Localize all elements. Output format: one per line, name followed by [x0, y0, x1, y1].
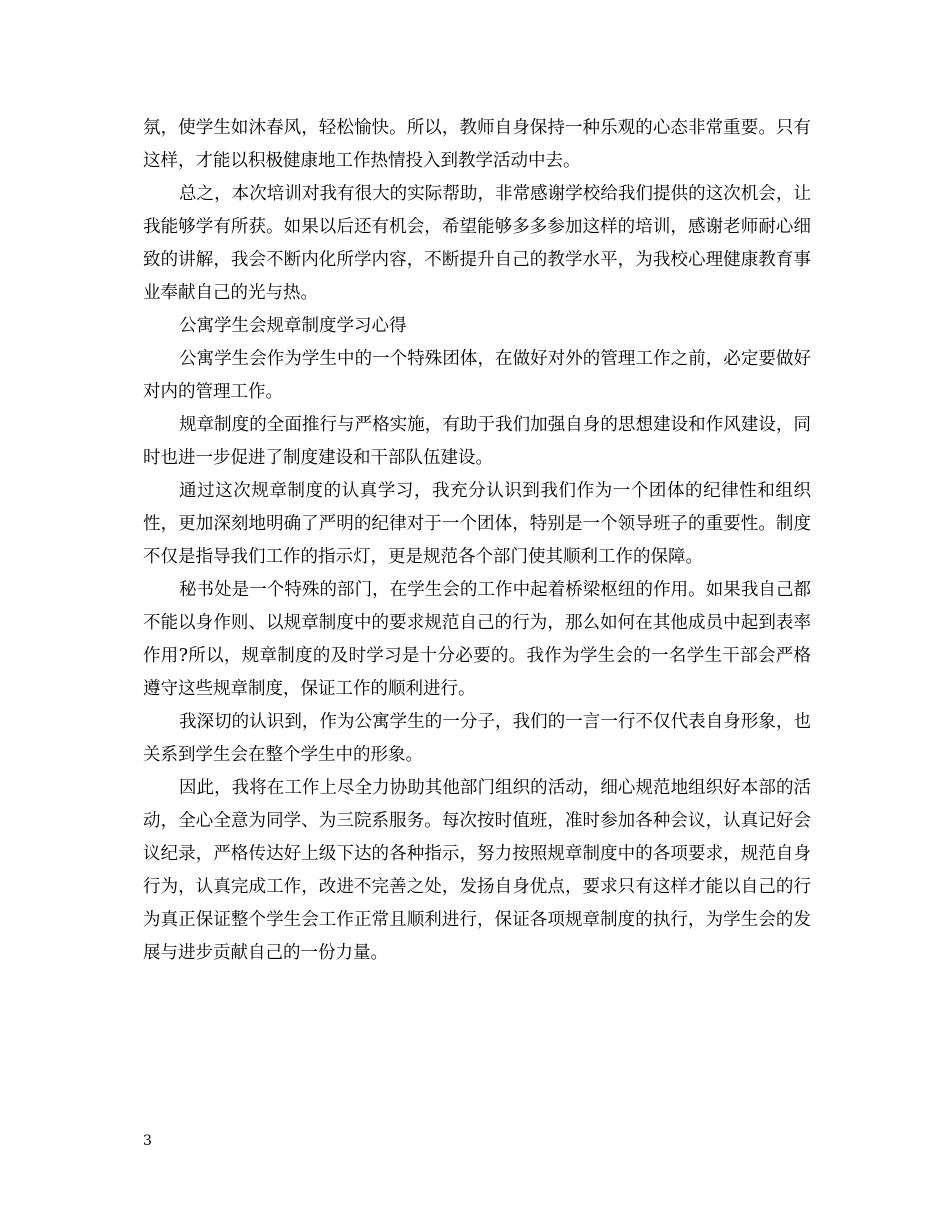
paragraph-7: 我深切的认识到，作为公寓学生的一分子，我们的一言一行不仅代表自身形象，也关系到学生会在整个学生中的形象。 [143, 712, 811, 765]
paragraph-6: 秘书处是一个特殊的部门，在学生会的工作中起着桥梁枢纽的作用。如果我自己都不能以身作则、以规章制度中的要求规范自己的行为，那么如何在其他成员中起到表率作用?所以，规章制度的及时学习是十分必要的。我作为学生会的一名学生干部会严格遵守这些规章制度，保证工作的顺利进行。 [143, 580, 811, 699]
document-body [143, 112, 811, 970]
paragraph-2: 总之，本次培训对我有很大的实际帮助，非常感谢学校给我们提供的这次机会，让我能够学有所获。如果以后还有机会，希望能够多多参加这样的培训，感谢老师耐心细致的讲解，我会不断内化所学内容，不断提升自己的教学水平，为我校心理健康教育事业奉献自己的光与热。 [143, 184, 811, 303]
paragraph-4: 规章制度的全面推行与严格实施，有助于我们加强自身的思想建设和作风建设，同时也进一步促进了制度建设和干部队伍建设。 [143, 415, 811, 468]
paragraph-1: 氛，使学生如沐春风，轻松愉快。所以，教师自身保持一种乐观的心态非常重要。只有这样，才能以积极健康地工作热情投入到教学活动中去。 [143, 118, 811, 171]
section-heading: 公寓学生会规章制度学习心得 [179, 316, 407, 336]
page-number: 3 [143, 1133, 152, 1149]
paragraph-3: 公寓学生会作为学生中的一个特殊团体，在做好对外的管理工作之前，必定要做好对内的管理工作。 [143, 349, 811, 402]
paragraph-8: 因此，我将在工作上尽全力协助其他部门组织的活动，细心规范地组织好本部的活动，全心全意为同学、为三院系服务。每次按时值班，准时参加各种会议，认真记好会议纪录，严格传达好上级下达的各种指示，努力按照规章制度中的各项要求，规范自身行为，认真完成工作，改进不完善之处，发扬自身优点，要求只有这样才能以自己的行为真正保证整个学生会工作正常且顺利进行，保证各项规章制度的执行，为学生会的发展与进步贡献自己的一份力量。 [143, 778, 811, 963]
paragraph-5: 通过这次规章制度的认真学习，我充分认识到我们作为一个团体的纪律性和组织性，更加深刻地明确了严明的纪律对于一个团体，特别是一个领导班子的重要性。制度不仅是指导我们工作的指示灯，更是规范各个部门使其顺利工作的保障。 [143, 481, 811, 567]
